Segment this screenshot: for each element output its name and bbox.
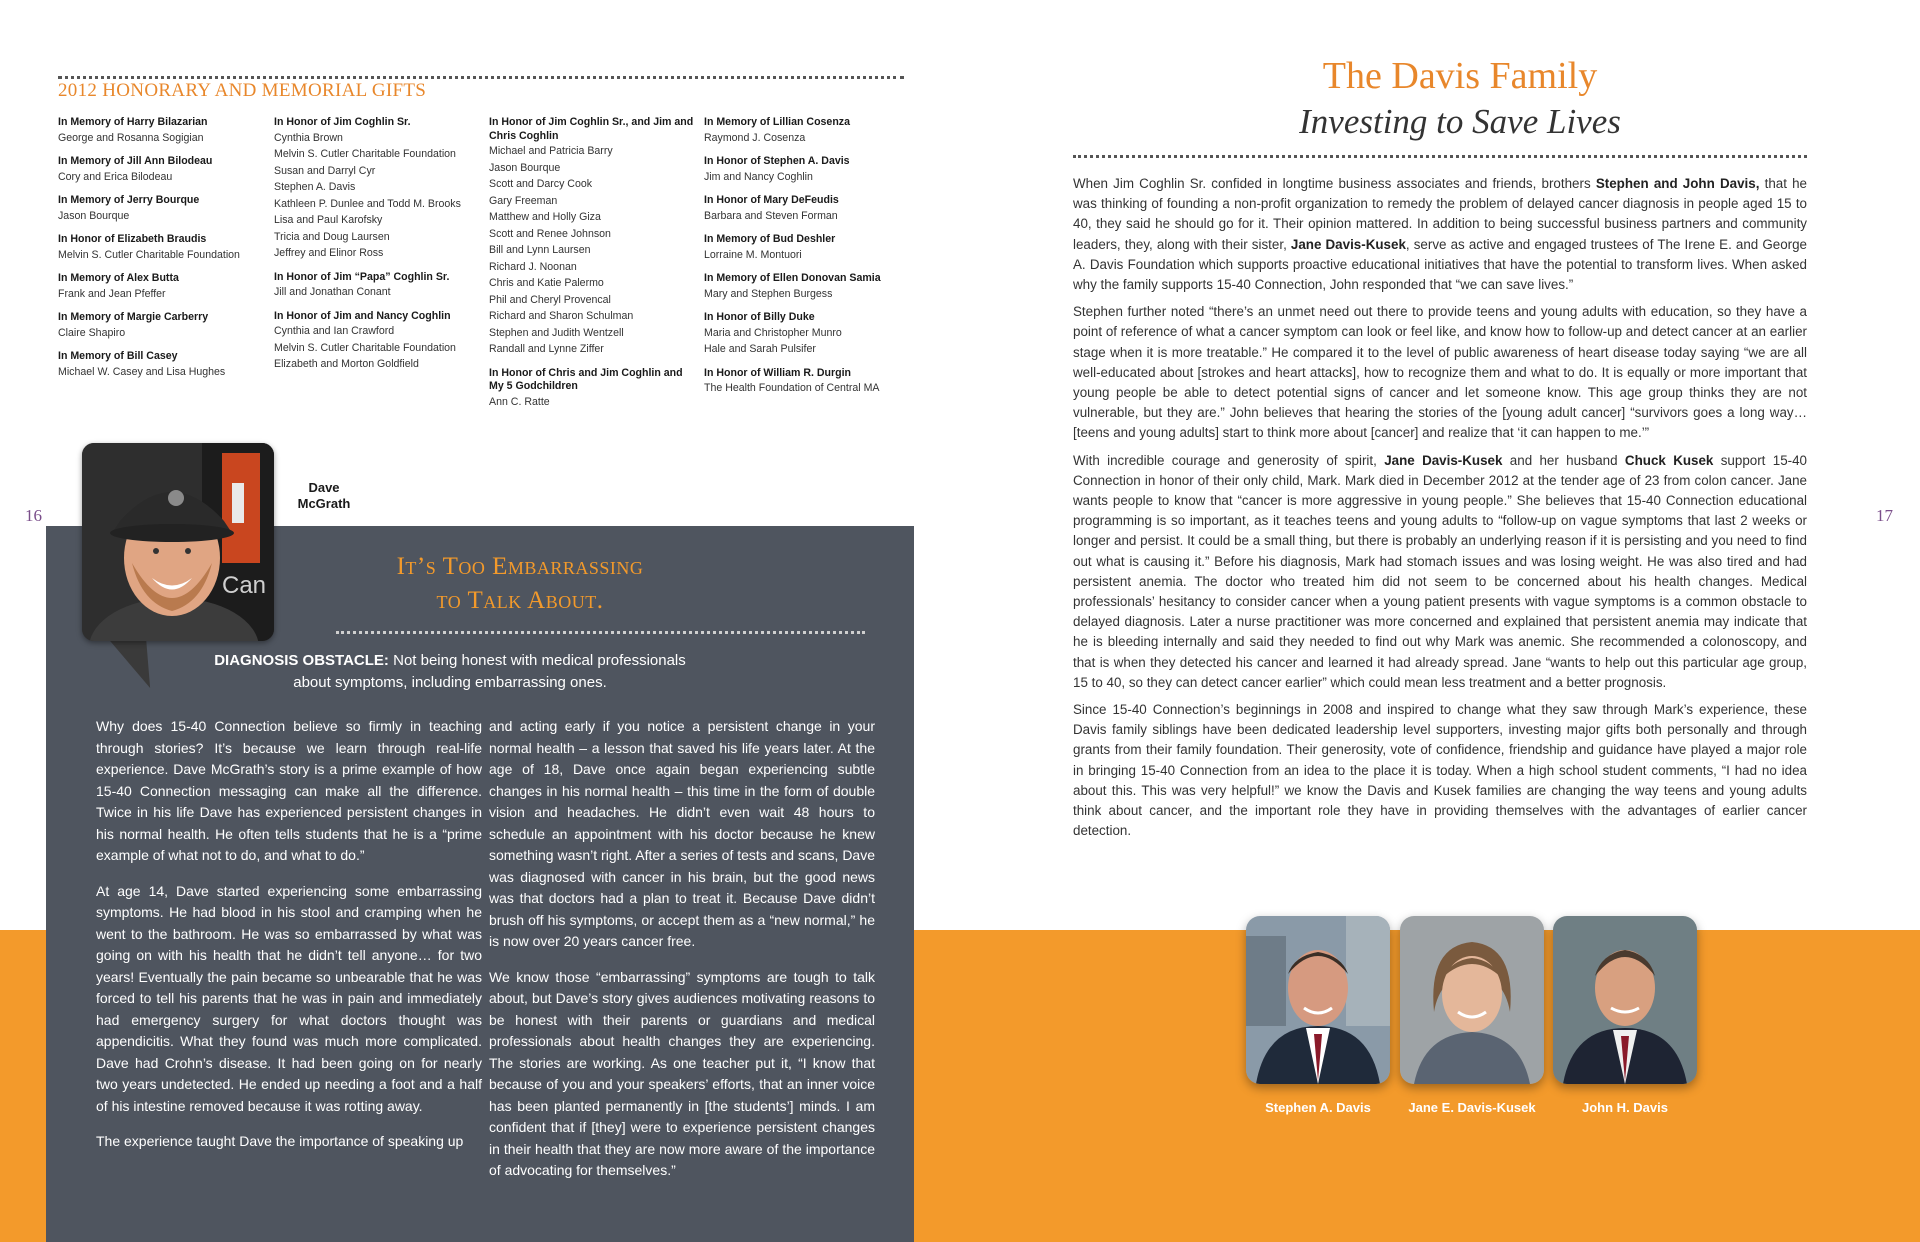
gift-donor: Melvin S. Cutler Charitable Foundation: [274, 341, 456, 354]
page-number-right: 17: [1876, 506, 1893, 525]
gift-donor: Melvin S. Cutler Charitable Foundation: [58, 248, 240, 261]
gift-donor: Jason Bourque: [58, 209, 130, 222]
gift-donor: Gary Freeman: [489, 194, 558, 207]
gift-donor: Cynthia and Ian Crawford: [274, 325, 395, 337]
gift-entry: [274, 310, 482, 373]
gift-entry: [58, 311, 266, 341]
gift-donor: Frank and Jean Pfeffer: [58, 287, 166, 300]
obstacle-label: DIAGNOSIS OBSTACLE:: [214, 652, 389, 669]
story-column-2: [489, 716, 875, 1196]
davis-title: The Davis Family: [1322, 55, 1598, 97]
portrait-john-davis: [1553, 916, 1697, 1084]
gift-donor: Cory and Erica Bilodeau: [58, 170, 173, 183]
bold-name: Stephen and John Davis,: [1595, 176, 1760, 191]
davis-paragraph-1: [1073, 174, 1807, 295]
obstacle-text-2: about symptoms, including embarrassing ones.: [293, 674, 607, 691]
gift-donor: Jill and Jonathan Conant: [274, 286, 391, 298]
gift-donor: Lorraine M. Montuori: [704, 248, 802, 261]
gift-donor: Matthew and Holly Giza: [489, 211, 601, 223]
davis-paragraph-2: Stephen further noted “there’s an unmet need out there to provide teens and young adults with education, so they have a point of reference of what a cancer symptom can look or feel like, and know how to follow-up and detect cancer at an earlier stage when it is more treatable.” He compared it to the level of public awareness of heart disease today saying “we are all well-educated about [strokes and heart attacks], how to recognize them and what to do. It is equally or more important that young people be able to detect potential signs of cancer and let someone know. This age group thinks they are not vulnerable, but they are.” John believes that hearing the stories of the [young adult cancer] “survivors goes a long way…[teens and young adults] start to think more about [cancer] and realize that ‘it can happen to me.’”: [1073, 304, 1807, 441]
gift-donor: Stephen A. Davis: [274, 181, 356, 193]
text-run: With incredible courage and generosity of spirit,: [1073, 452, 1385, 468]
gift-entry: [704, 233, 912, 263]
gift-donor: Richard J. Noonan: [489, 260, 577, 273]
gift-heading: In Memory of Jerry Bourque: [58, 194, 200, 206]
portrait-caption: Stephen A. Davis: [1265, 1100, 1371, 1115]
portrait-jane-davis-kusek: [1400, 916, 1544, 1084]
gift-donor: Scott and Renee Johnson: [489, 227, 611, 240]
photo-caption: [296, 480, 352, 512]
page-number-left: 16: [25, 506, 42, 525]
gift-donor: Jim and Nancy Coghlin: [704, 170, 813, 183]
gift-donor: Claire Shapiro: [58, 326, 126, 339]
text-run: and her husband: [1502, 452, 1625, 468]
bold-name: Chuck Kusek: [1624, 452, 1714, 468]
gift-donor: Susan and Darryl Cyr: [274, 164, 376, 177]
gifts-divider: [58, 76, 904, 79]
gift-donor: Jason Bourque: [489, 161, 561, 174]
gifts-title: 2012 HONORARY AND MEMORIAL GIFTS: [58, 80, 427, 101]
bold-name: Jane Davis-Kusek: [1290, 236, 1406, 252]
gifts-column-4: [704, 116, 912, 406]
gift-heading: In Honor of Chris and Jim Coghlin and My 5 Godchildren: [489, 366, 683, 392]
gift-donor: Stephen and Judith Wentzell: [489, 326, 624, 339]
portrait-caption: John H. Davis: [1582, 1100, 1668, 1115]
gift-donor: Elizabeth and Morton Goldfield: [274, 358, 419, 370]
gift-donor: Richard and Sharon Schulman: [489, 310, 634, 322]
davis-subtitle: Investing to Save Lives: [1299, 102, 1621, 141]
story-paragraph: We know those “embarrassing” symptoms are tough to talk about, but Dave’s story gives audiences motivating reasons to be honest with their parents or guardians and medical professionals about health changes they are experiencing. The stories are working. As one teacher put it, “I know that because of you and your speakers’ efforts, that an inner voice has been planted permanently in [the students’] minds. I am confident that if [they] were to experience persistent changes in their health that they are now more aware of the importance of advocating for themselves.”: [489, 968, 875, 1178]
gift-donor: The Health Foundation of Central MA: [704, 382, 880, 394]
gift-donor: Barbara and Steven Forman: [704, 209, 838, 222]
davis-paragraph-4: Since 15-40 Connection’s beginnings in 2008 and inspired to change what they saw through Mark’s experience, these Davis family siblings have been dedicated leadership level supporters, investing major gifts both personally and through grants from their family foundation. Their generosity, vote of confidence, friendship and guidance have played a major role in bringing 15-40 Connection from an idea to the place it is today. When a high school student comments, “I had no idea about this. This was very helpful!” we know the Davis and Kusek families are changing the way teens and young adults think about cancer, and the important role they have in providing themselves with the advantages of earlier cancer detection.: [1073, 702, 1807, 839]
gifts-column-3: [489, 116, 697, 419]
gift-donor: Bill and Lynn Laursen: [489, 244, 591, 256]
gift-donor: Michael and Patricia Barry: [489, 145, 613, 157]
gift-donor: Ann C. Ratte: [489, 395, 550, 408]
gift-heading: In Memory of Alex Butta: [58, 272, 179, 284]
gift-heading: In Honor of Billy Duke: [704, 311, 815, 323]
text-run: , serve as active and engaged trustees of The Irene E. and George A. Davis Foundation which supports proactive educational initiatives that have the potential to transform lives. When asked why the family supports 15-40 Connection, John responded that “we can save lives.”: [1073, 236, 1807, 293]
story-paragraph: and acting early if you notice a persistent change in your normal health – a lesson that saved his life years later. At the age of 18, Dave once again began experiencing subtle changes in his normal health – this time in the form of double vision and headaches. He didn’t even wait 48 hours to schedule an appointment with his doctor because he knew something wasn’t right. After a series of tests and scans, Dave was diagnosed with cancer in his brain, but the good news was that doctors had a plan to treat it. Because Dave didn’t brush off his symptoms, or accept them as a “new normal,” he is now over 20 years cancer free.: [489, 718, 875, 949]
gift-donor: Randall and Lynne Ziffer: [489, 343, 604, 355]
gift-donor: Maria and Christopher Munro: [704, 326, 842, 339]
gift-entry: [58, 194, 266, 224]
gift-entry: [704, 367, 912, 397]
gift-entry: [58, 233, 266, 263]
story-divider: [336, 631, 865, 634]
gift-entry: [58, 116, 266, 146]
gift-donor: Michael W. Casey and Lisa Hughes: [58, 365, 226, 378]
story-title-line-1: It’s Too Embarrassing: [396, 553, 644, 580]
gift-donor: Jeffrey and Elinor Ross: [274, 247, 384, 259]
bold-name: Jane Davis-Kusek: [1384, 452, 1503, 468]
caption-first-name: Dave: [308, 480, 340, 495]
story-paragraph: At age 14, Dave started experiencing some embarrassing symptoms. He had blood in his stool and cramping when he went to the bathroom. He was so embarrassed by what was going on with his health that he didn’t tell anyone… for two years! Eventually the pain became so unbearable that he was forced to tell his parents that he was in pain and immediately had emergency surgery for what doctors thought was appendicitis. What they found was much more complicated. Dave had Crohn’s disease. It had been going on for nearly two years undetected. He ended up needing a foot and a half of his intestine removed because it was rotting away.: [96, 882, 482, 1114]
davis-divider: [1073, 155, 1807, 158]
gift-entry: [274, 271, 482, 301]
text-run: support 15-40 Connection in honor of their only child, Mark. Mark died in December 2012 at the tender age of 23 from colon cancer. Jane wants people to know that “cancer is more aggressive in young people.” She believes that 15-40 Connection educational programming is so important, as it teaches teens and young adults to “follow-up on vague symptoms that last 2 weeks or longer and persist. It could be a small thing, but there is probably an underlying reason if it is persisting and you need to find out what is causing it.” Before his diagnosis, Mark had stomach issues and was losing weight. He was also tired and had persistent anemia. The doctor who treated him did not seem to be concerned about his health changes. Medical professionals’ hesitancy to consider cancer when a young patient presents with vague symptoms is a common obstacle to delayed diagnosis. Later a nurse practitioner was more concerned and explained that persistent anemia may indicate that he is bleeding internally and said they needed to find out why Mark was anemic. She recommended a colonoscopy, and that is when they detected his cancer and learned it had already spread. Jane “wants to help out this particular age group, 15 to 40, so they can detect cancer earlier” which could mean less treatment and a better prognosis.: [1073, 452, 1807, 690]
gift-entry: [704, 116, 912, 146]
gift-entry: [58, 155, 266, 185]
text-run: When Jim Coghlin Sr. confided in longtime business associates and friends, brothers: [1073, 176, 1596, 191]
portrait-stephen-davis: [1246, 916, 1390, 1084]
portrait-caption: Jane E. Davis-Kusek: [1408, 1100, 1536, 1115]
gift-entry: [58, 350, 266, 380]
gifts-column-2: [274, 116, 482, 382]
gift-heading: In Honor of Jim Coghlin Sr.: [274, 116, 411, 128]
gift-heading: In Memory of Bill Casey: [58, 350, 178, 362]
gift-donor: Hale and Sarah Pulsifer: [704, 343, 816, 355]
caption-last-name: McGrath: [297, 496, 351, 511]
gift-donor: Mary and Stephen Burgess: [704, 287, 833, 300]
diagnosis-obstacle: [160, 650, 740, 694]
gift-donor: Melvin S. Cutler Charitable Foundation: [274, 148, 456, 160]
gift-donor: Lisa and Paul Karofsky: [274, 214, 383, 226]
gift-donor: Tricia and Doug Laursen: [274, 230, 390, 243]
gift-heading: In Memory of Bud Deshler: [704, 233, 836, 245]
gift-donor: George and Rosanna Sogigian: [58, 131, 204, 144]
gift-entry: [489, 367, 697, 411]
gift-entry: [704, 272, 912, 302]
gift-donor: Scott and Darcy Cook: [489, 178, 593, 190]
gift-donor: Raymond J. Cosenza: [704, 131, 806, 144]
text-run: that he was thinking of founding a non-profit organization to remedy the problem of delayed cancer diagnosis in people aged 15 to 40, they said he should go for it. Their opinion mattered. In addition to being successful business partners and community leaders, they, along with their sister,: [1073, 176, 1807, 252]
gift-heading: In Honor of Elizabeth Braudis: [58, 233, 207, 245]
gift-heading: In Honor of William R. Durgin: [704, 366, 852, 379]
gift-heading: In Memory of Lillian Cosenza: [704, 116, 850, 128]
gifts-column-1: [58, 116, 266, 389]
gift-donor: Phil and Cheryl Provencal: [489, 293, 611, 306]
gift-entry: [704, 194, 912, 224]
story-title: [300, 550, 740, 618]
gift-heading: In Memory of Margie Carberry: [58, 311, 209, 323]
davis-paragraph-3: [1073, 451, 1807, 693]
gift-heading: In Honor of Stephen A. Davis: [704, 155, 850, 167]
story-paragraph: The experience taught Dave the importance of speaking up: [96, 1133, 464, 1149]
gift-entry: [704, 155, 912, 185]
obstacle-text-1: Not being honest with medical professionals: [388, 652, 686, 669]
gift-entry: [58, 272, 266, 302]
gift-entry: [489, 116, 697, 358]
gift-heading: In Honor of Mary DeFeudis: [704, 194, 839, 206]
gift-donor: Chris and Katie Palermo: [489, 277, 604, 289]
gift-heading: In Honor of Jim and Nancy Coghlin: [274, 309, 451, 322]
gift-heading: In Honor of Jim “Papa” Coghlin Sr.: [274, 270, 450, 283]
gift-donor: Kathleen P. Dunlee and Todd M. Brooks: [274, 197, 461, 210]
photo-sign-text: Can: [222, 572, 267, 599]
gift-heading: In Memory of Jill Ann Bilodeau: [58, 155, 213, 167]
gift-heading: In Memory of Ellen Donovan Samia: [704, 272, 881, 284]
gift-heading: In Memory of Harry Bilazarian: [58, 116, 208, 128]
gift-entry: [274, 116, 482, 262]
davis-article: [1073, 174, 1807, 849]
gift-heading: In Honor of Jim Coghlin Sr., and Jim and Chris Coghlin: [489, 116, 694, 142]
story-title-line-2: to Talk About.: [436, 587, 604, 614]
gift-donor: Cynthia Brown: [274, 131, 343, 144]
story-paragraph: Why does 15-40 Connection believe so firmly in teaching through stories? It’s because we learn through real-life experience. Dave McGrath’s story is a prime example of how 15-40 Connection messaging can make all the difference. Twice in his life Dave has experienced persistent changes in his normal health. He often tells students that he is a “prime example of what not to do, and what to do.”: [96, 718, 482, 863]
story-column-1: [96, 716, 482, 1167]
gift-entry: [704, 311, 912, 358]
dave-mcgrath-photo: [82, 443, 274, 641]
